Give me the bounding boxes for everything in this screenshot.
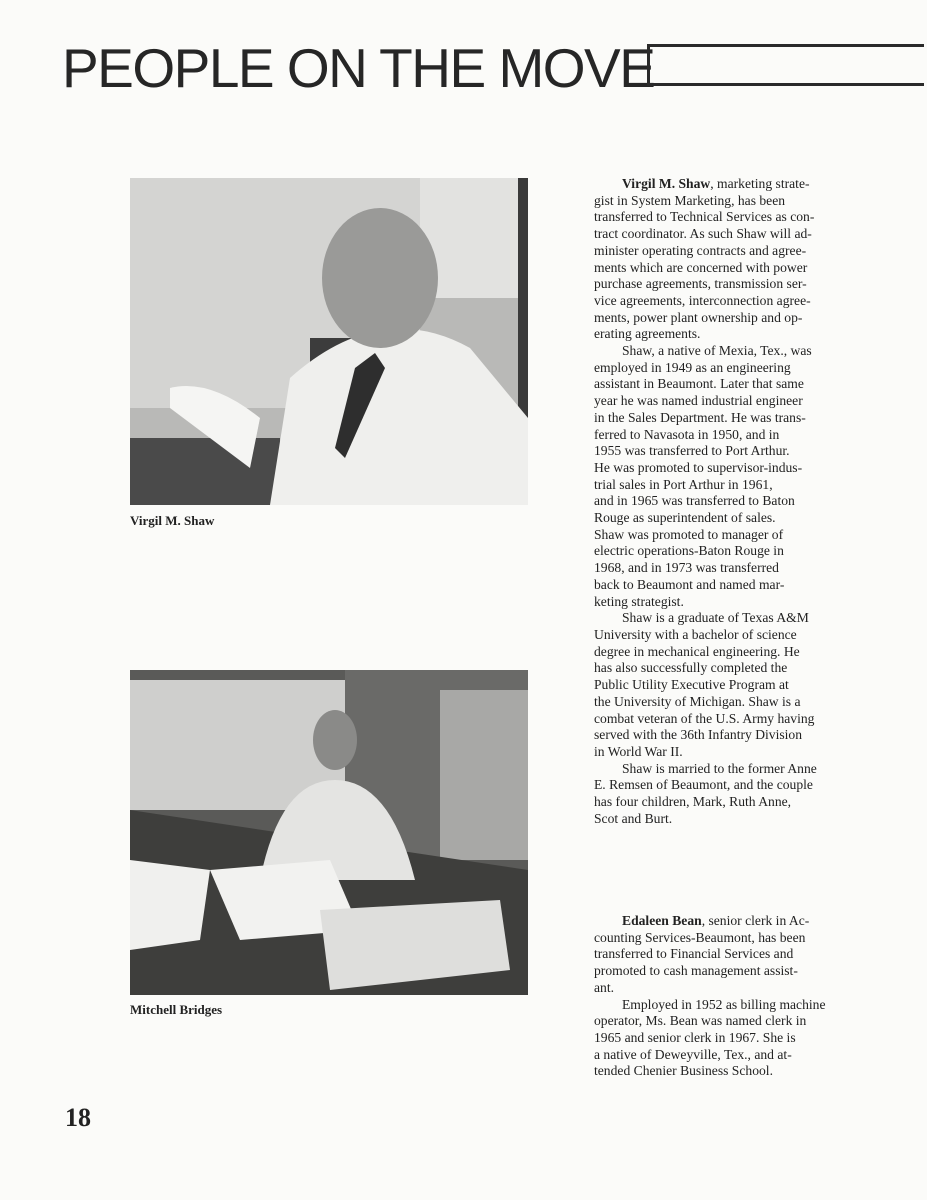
page-title: PEOPLE ON THE MOVE [62,37,655,99]
photo-caption: Mitchell Bridges [130,1002,223,1017]
article-name: Edaleen Bean [622,913,702,928]
article-text: , senior clerk in Ac- counting Services-Beaumont, has been transferred to Financial Services and promoted to cash management assist- ant. [594,913,810,995]
article-paragraph: Shaw is married to the former Anne E. Remsen of Beaumont, and the couple has four children, Mark, Ruth Anne, Scot and Burt. [594,760,817,826]
article-name: Virgil M. Shaw [622,176,711,191]
article-paragraph [594,176,869,343]
title-decorative-box [647,44,924,86]
page-number: 18 [65,1103,91,1132]
article-paragraph: Employed in 1952 as billing machine operator, Ms. Bean was named clerk in 1965 and senior clerk in 1967. She is a native of Deweyville, Tex., and at- tended Chenier Business School. [594,996,826,1079]
photo-mitchell-bridges [130,670,528,995]
article-paragraph: Shaw, a native of Mexia, Tex., was employed in 1949 as an engineering assistant in Beaumont. Later that same year he was named industrial engineer in the Sales Department. He was trans- ferred to Navasota in 1950, and in 1955 was transferred to Port Arthur. He was promoted to supervisor-indus- trial sales in Port Arthur in 1961, and in 1965 was transferred to Baton Rouge as superintendent of sales. Shaw was promoted to manager of electric operations-Baton Rouge in 1968, and in 1973 was transferred back to Beaumont and named mar- keting strategist. [594,343,812,609]
article-text: , marketing strate- gist in System Marketing, has been transferred to Technical Services as con- tract coordinator. As such Shaw will ad- minister operating contracts and agree- ments which are concerned with power purchase agreements, transmission ser- vice agreements, interconnection agree- ments, power plant ownership and op- erating agreements. [594,176,815,342]
article-virgil-shaw [594,176,869,827]
article-paragraph: Shaw is a graduate of Texas A&M University with a bachelor of science degree in mechanical engineering. He has also successfully completed the Public Utility Executive Program at the University of Michigan. Shaw is a combat veteran of the U.S. Army having served with the 36th Infantry Division in World War II. [594,610,815,759]
article-edaleen-bean [594,913,869,1080]
photo-caption: Virgil M. Shaw [130,513,215,528]
photo-virgil-shaw [130,178,528,505]
article-paragraph [594,913,869,997]
